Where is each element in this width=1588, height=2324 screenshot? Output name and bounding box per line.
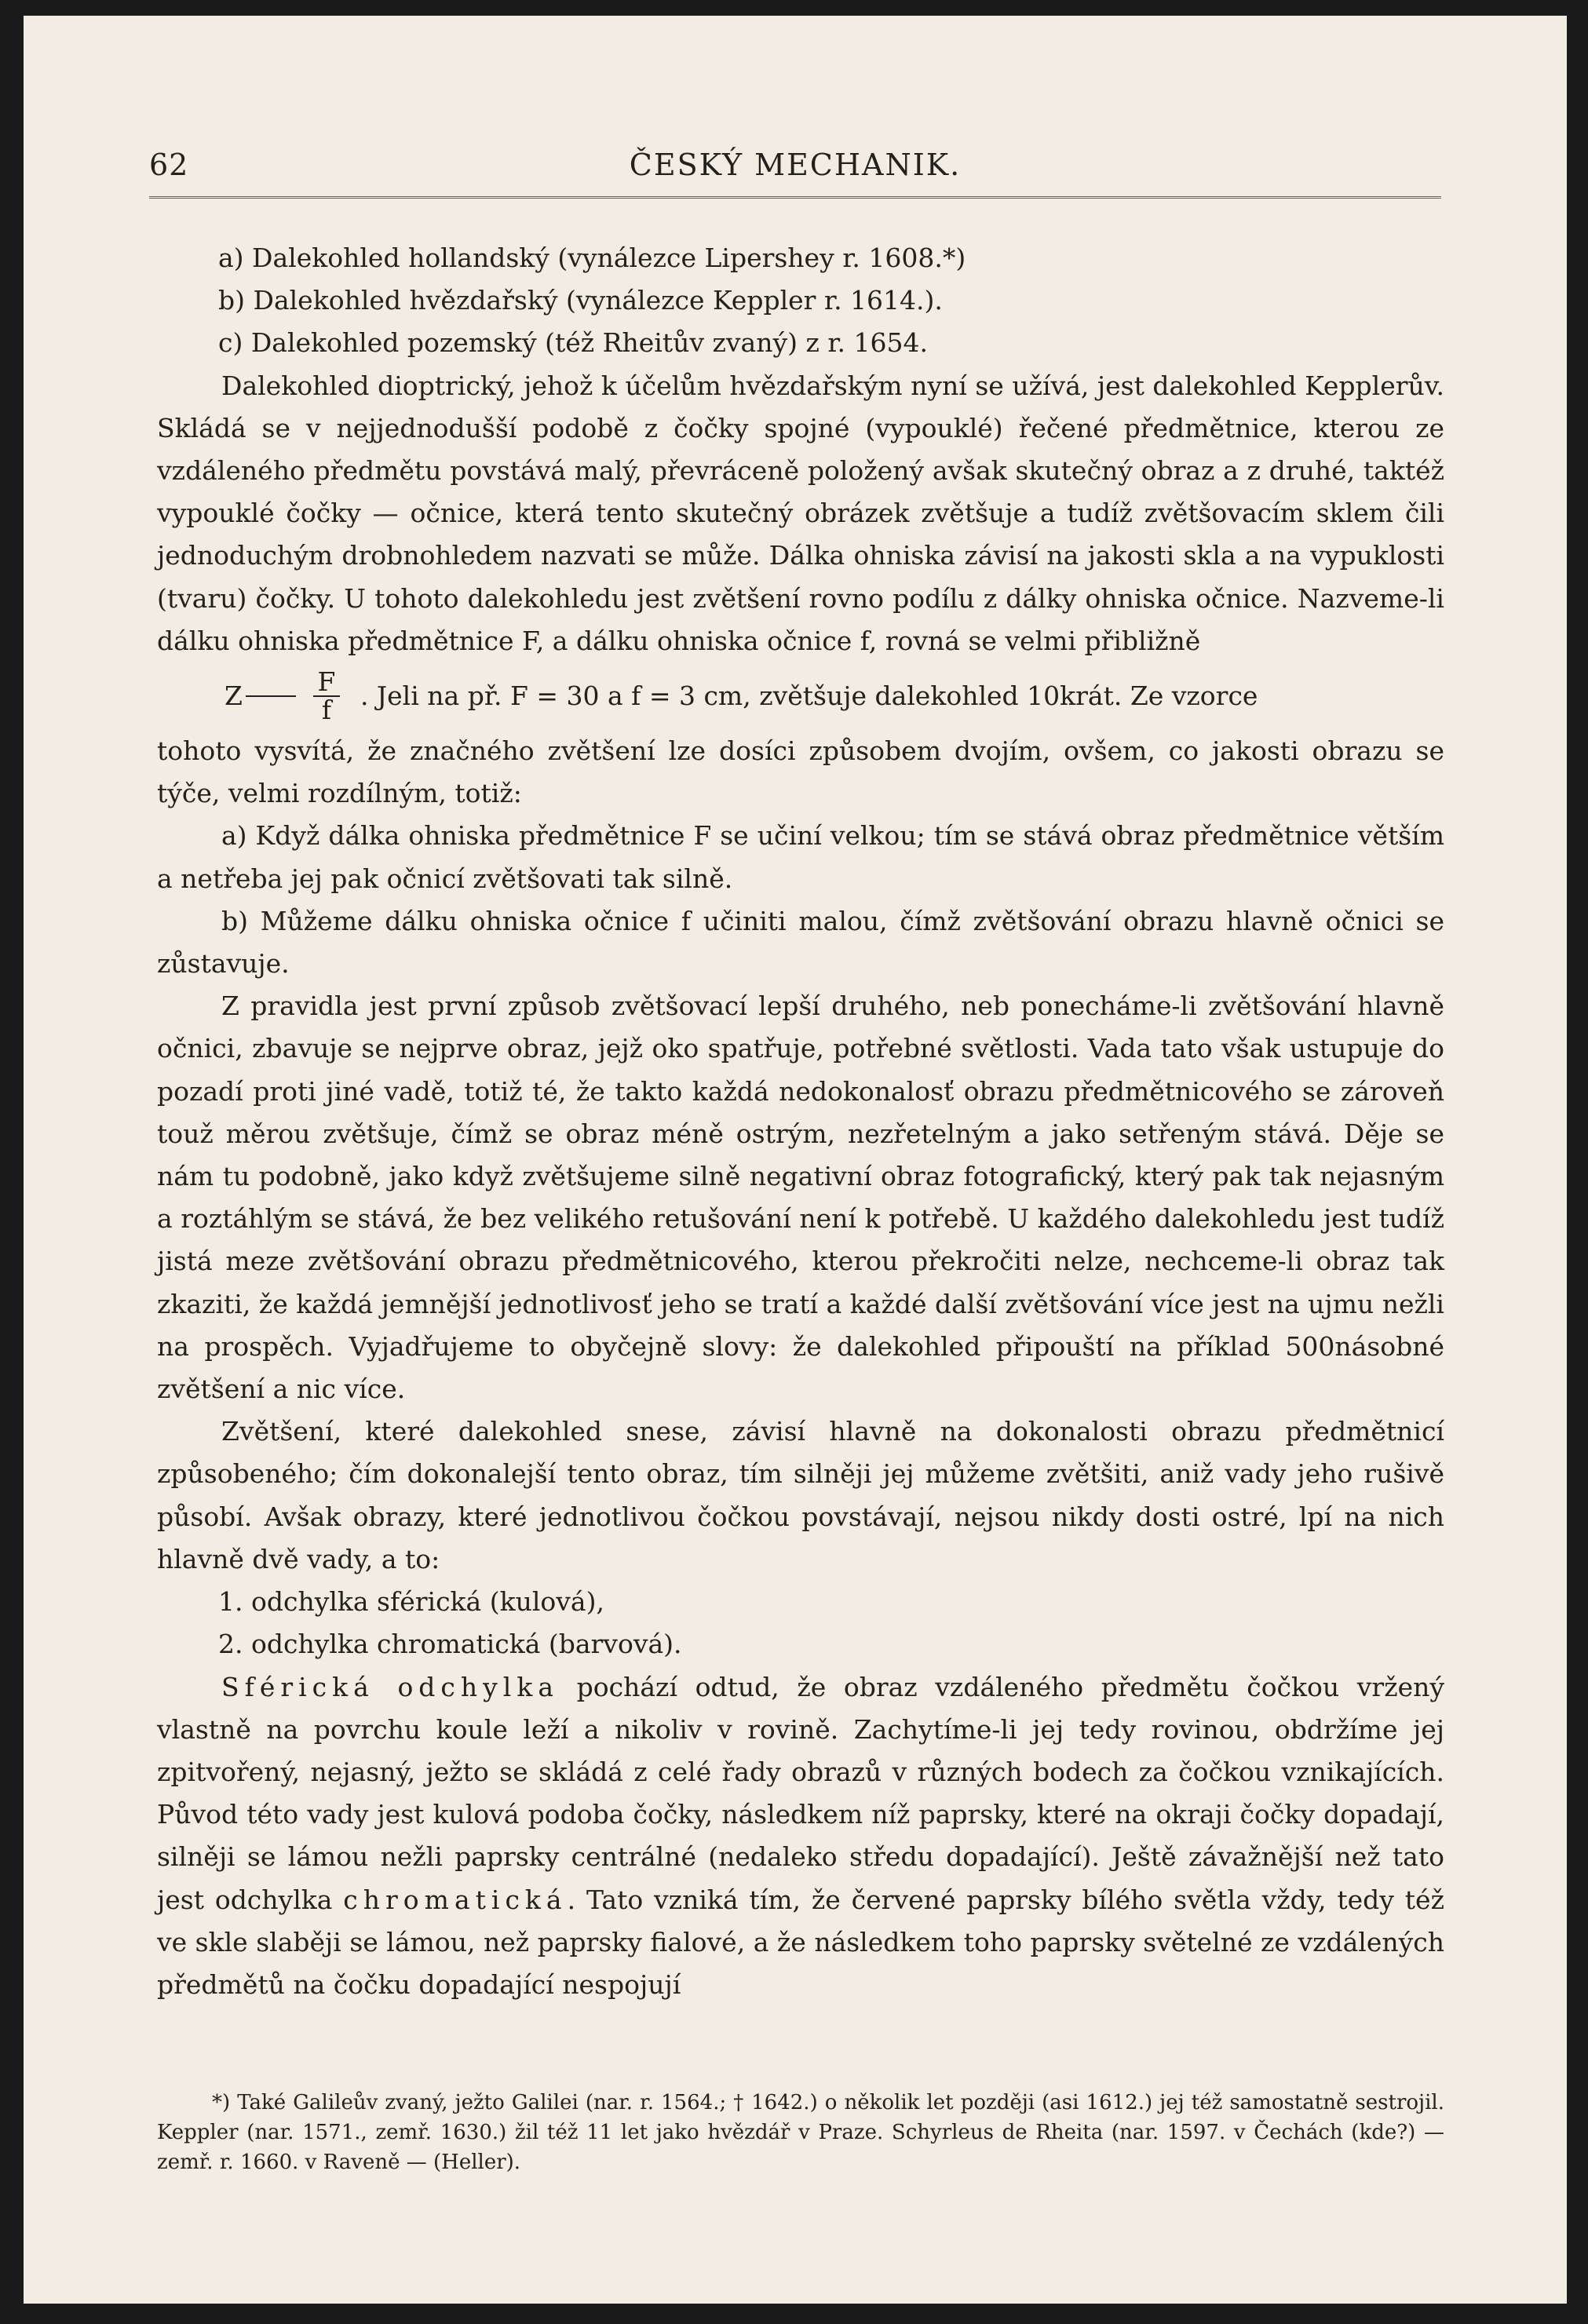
list-item: 1. odchylka sférická (kulová), bbox=[218, 1586, 604, 1618]
paragraph bbox=[157, 1666, 1444, 2007]
list-item: b) Můžeme dálku ohniska očnice f učiniti malou, čímž zvětšování obrazu hlavně očnici se zůstavuje. bbox=[157, 905, 1444, 980]
fraction bbox=[313, 666, 340, 726]
paragraph: Dalekohled dioptrický, jehož k účelům hvězdařským nyní se užívá, jest dalekohled Kepplerův. Skládá se v nejjednodušší podobě z čočky spojné (vypouklé) řečené předmětnice, kterou ze vzdáleného předmětu povstává malý, převráceně položený avšak skutečný obraz a z druhé, taktéž vypouklé čočky — očnice, která tento skutečný obrázek zvětšuje a tudíž zvětšovacím sklem čili jednoduchým drobnohledem nazvati se může. Dálka ohniska závisí na jakosti skla a na vypuklosti (tvaru) čočky. U tohoto dalekohledu jest zvětšení rovno podílu z dálky ohniska očnice. Nazveme-li dálku ohniska předmětnice F, a dálku ohniska očnice f, rovná se velmi přibližně bbox=[157, 370, 1444, 656]
page-number: 62 bbox=[149, 148, 189, 182]
footnote-text: *) Také Galileův zvaný, ježto Galilei (nar. r. 1564.; † 1642.) o několik let později (asi 1612.) jej též samostatně sestrojil. Keppler (nar. 1571., zemř. 1630.) žil též 11 let jako hvězdář v Praze. Schyrleus de Rheita (nar. 1597. v Čechách (kde?) — zemř. r. 1660. v Raveně — (Heller). bbox=[157, 2091, 1444, 2174]
list-item: a) Když dálka ohniska předmětnice F se učiní velkou; tím se stává obraz předmětnice větším a netřeba jej pak očnicí zvětšovati tak silně. bbox=[157, 820, 1444, 894]
magnification-formula bbox=[157, 662, 1444, 730]
book-page bbox=[24, 16, 1567, 2304]
list-item: b) Dalekohled hvězdařský (vynálezce Keppler r. 1614.). bbox=[218, 285, 943, 316]
footnote bbox=[157, 2088, 1444, 2177]
list-item: c) Dalekohled pozemský (též Rheitův zvaný) z r. 1654. bbox=[218, 327, 928, 359]
paragraph: Zvětšení, které dalekohled snese, závisí hlavně na dokonalosti obrazu předmětnicí způsobeného; čím dokonalejší tento obraz, tím silněji jej můžeme zvětšiti, aniž vady jeho rušivě působí. Avšak obrazy, které jednotlivou čočkou povstávají, nejsou nikdy dosti ostré, lpí na nich hlavně dvě vady, a to: bbox=[157, 1416, 1444, 1574]
paragraph-text: . Tato vzniká tím, že červené paprsky bílého světla vždy, tedy též ve skle slaběji se lámou, než paprsky fialové, a že následkem toho paprsky světelné ze vzdálených předmětů na čočku dopadající nespojují bbox=[157, 1884, 1444, 2000]
list-item: 2. odchylka chromatická (barvová). bbox=[218, 1629, 682, 1660]
formula-text: . Jeli na př. F = 30 a f = 3 cm, zvětšuje dalekohled 10krát. Ze vzorce bbox=[360, 680, 1258, 711]
equals-dash bbox=[246, 695, 296, 697]
main-text bbox=[157, 237, 1444, 2006]
list-item: a) Dalekohled hollandský (vynálezce Lipershey r. 1608.*) bbox=[218, 243, 966, 273]
fraction-numerator: F bbox=[317, 666, 336, 698]
paragraph: tohoto vysvítá, že značného zvětšení lze dosíci způsobem dvojím, ovšem, co jakosti obrazu se týče, velmi rozdílným, totiž: bbox=[157, 735, 1444, 809]
fraction-denominator: f bbox=[321, 695, 332, 726]
paragraph-text: pochází odtud, že obraz vzdáleného předmětu čočkou vržený vlastně na povrchu koule leží a nikoliv v rovině. Zachytíme-li jej tedy rovinou, obdržíme jej zpitvořený, nejasný, ježto se skládá z celé řady obrazů v různých bodech za čočkou vznikajících. Původ této vady jest kulová podoba čočky, následkem níž paprsky, které na okraji čočky dopadají, silněji se lámou nežli paprsky centrálné (nedaleko středu dopadající). Ještě závažnější než tato jest odchylka bbox=[157, 1671, 1444, 1915]
running-title: ČESKÝ MECHANIK. bbox=[629, 148, 962, 182]
header-rule bbox=[149, 196, 1441, 199]
spaced-term: chromatická bbox=[343, 1884, 568, 1915]
formula-lhs: Z bbox=[225, 680, 243, 711]
page-header bbox=[149, 148, 1441, 192]
spaced-term: Sférická odchylka bbox=[221, 1671, 560, 1702]
paragraph: Z pravidla jest první způsob zvětšovací lepší druhého, neb ponecháme-li zvětšování hlavně očnici, zbavuje se nejprve obraz, jejž oko spatřuje, potřebné světlosti. Vada tato však ustupuje do pozadí proti jiné vadě, totiž té, že takto každá nedokonalosť obrazu předmětnicového se zároveň touž měrou zvětšuje, čímž se obraz méně ostrým, nezřetelným a jako setřeným stává. Děje se nám tu podobně, jako když zvětšujeme silně negativní obraz fotografický, který pak tak nejasným a roztáhlým se stává, že bez velikého retušování není k potřebě. U každého dalekohledu jest tudíž jistá meze zvětšování obrazu předmětnicového, kterou překročiti nelze, nechceme-li obraz tak zkaziti, že každá jemnější jednotlivosť jeho se tratí a každé další zvětšování více jest na ujmu nežli na prospěch. Vyjadřujeme to obyčejně slovy: že dalekohled připouští na příklad 500násobné zvětšení a nic více. bbox=[157, 991, 1444, 1405]
